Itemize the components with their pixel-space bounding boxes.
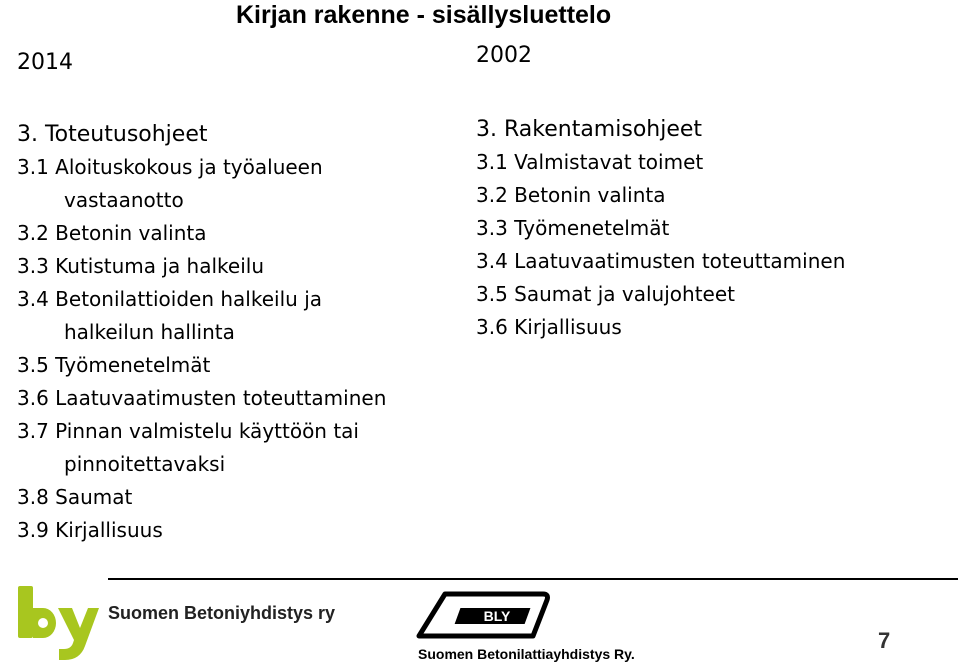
footer-divider xyxy=(108,578,958,580)
toc-item: 3.1 Aloituskokous ja työalueen xyxy=(17,155,323,179)
toc-item: 3.4 Laatuvaatimusten toteuttaminen xyxy=(476,249,846,273)
toc-item: 3.2 Betonin valinta xyxy=(476,183,666,207)
betonilattiayhdistys-name: Suomen Betonilattiayhdistys Ry. xyxy=(418,646,635,662)
year-2002-label: 2002 xyxy=(476,43,532,68)
toc-list-2002 xyxy=(476,114,845,344)
betonilattiayhdistys-logo-icon xyxy=(415,590,555,640)
toc-item: 3.4 Betonilattioiden halkeilu ja xyxy=(17,287,322,311)
toc-item-continuation: pinnoitettavaksi xyxy=(64,452,226,476)
toc-item: 3.2 Betonin valinta xyxy=(17,221,207,245)
toc-item-continuation: vastaanotto xyxy=(64,188,184,212)
toc-heading: 3. Toteutusohjeet xyxy=(17,122,208,147)
toc-item-continuation: halkeilun hallinta xyxy=(64,320,235,344)
year-2014-label: 2014 xyxy=(17,50,73,75)
betoniyhdistys-logo-icon xyxy=(14,584,100,662)
toc-item: 3.6 Laatuvaatimusten toteuttaminen xyxy=(17,386,387,410)
toc-item: 3.5 Työmenetelmät xyxy=(17,353,211,377)
toc-item: 3.1 Valmistavat toimet xyxy=(476,150,704,174)
svg-text:BLY: BLY xyxy=(483,608,511,624)
page-title: Kirjan rakenne - sisällysluettelo xyxy=(236,1,612,29)
toc-item: 3.3 Työmenetelmät xyxy=(476,216,670,240)
toc-item: 3.5 Saumat ja valujohteet xyxy=(476,282,735,306)
toc-item: 3.3 Kutistuma ja halkeilu xyxy=(17,254,265,278)
page-number: 7 xyxy=(878,628,891,653)
toc-item: 3.9 Kirjallisuus xyxy=(17,518,163,542)
toc-list-2014 xyxy=(17,119,386,547)
betoniyhdistys-name: Suomen Betoniyhdistys ry xyxy=(108,603,336,623)
toc-item: 3.7 Pinnan valmistelu käyttöön tai xyxy=(17,419,359,443)
toc-item: 3.8 Saumat xyxy=(17,485,133,509)
toc-item: 3.6 Kirjallisuus xyxy=(476,315,622,339)
svg-text:by: by xyxy=(14,584,16,585)
toc-heading: 3. Rakentamisohjeet xyxy=(476,117,703,142)
